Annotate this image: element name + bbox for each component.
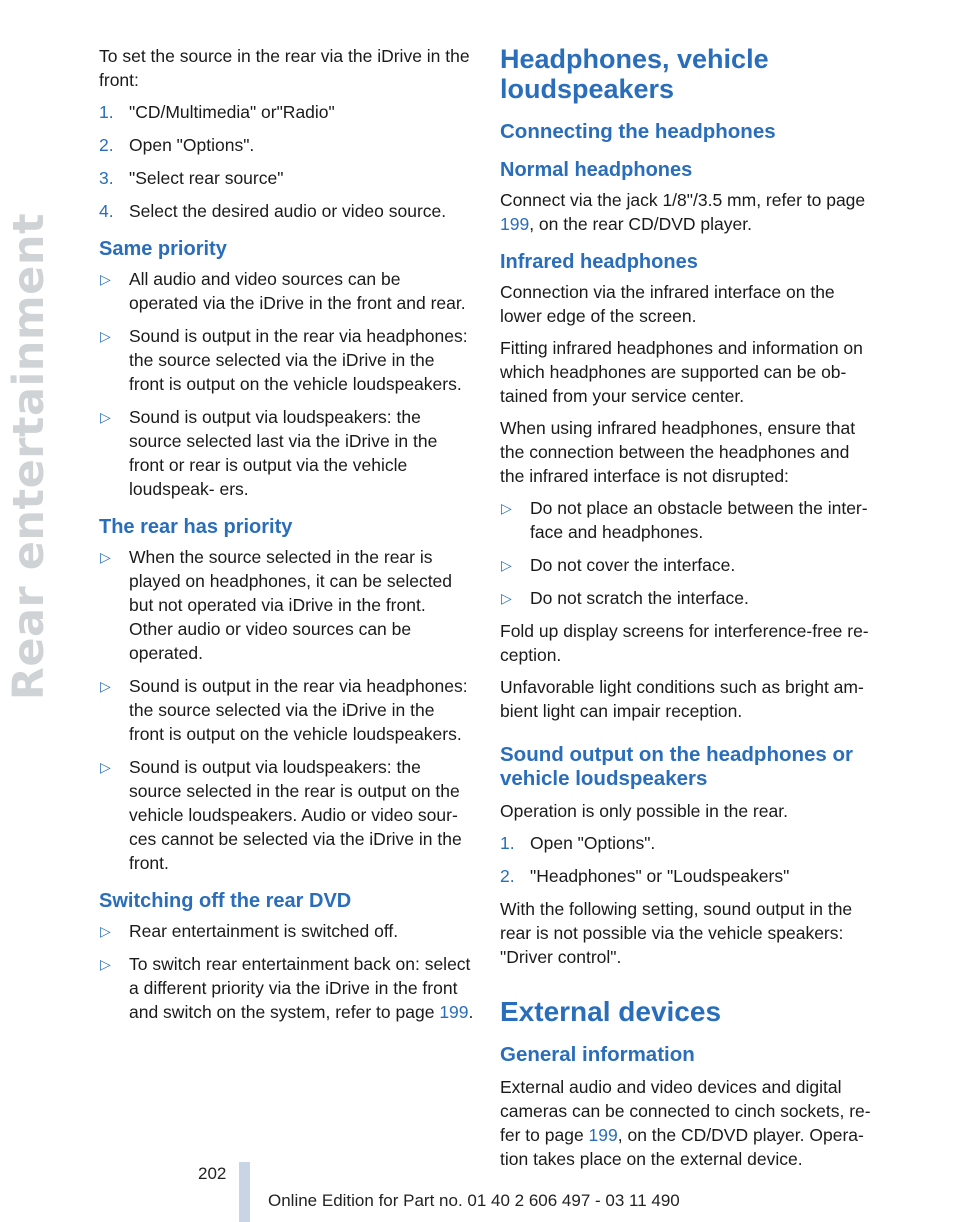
- bullet-triangle-icon: ▷: [100, 678, 111, 694]
- bullet-triangle-icon: ▷: [100, 923, 111, 939]
- bullet-triangle-icon: ▷: [100, 271, 111, 287]
- sound-output-paragraph: With the following setting, sound output in the rear is not possible via the vehicle speakers: "Driver control".: [500, 899, 853, 967]
- edition-footer: Online Edition for Part no. 01 40 2 606 497 - 03 11 490: [268, 1191, 680, 1210]
- same-priority-heading: Same priority: [99, 238, 227, 260]
- switching-off-list: [99, 919, 474, 1024]
- bullet-triangle-icon: ▷: [100, 956, 111, 972]
- list-item: ▷ To switch rear entertainment back on: select a different priority via the iDrive in the front and switch on the system, refer to page 199.: [100, 954, 474, 1022]
- chapter-title-text: Rear entertainment: [4, 212, 54, 700]
- footer-divider-bar: [239, 1162, 250, 1222]
- list-item: 1. "CD/Multimedia" or"Radio": [99, 102, 335, 122]
- list-item: ▷ Rear entertainment is switched off.: [100, 921, 399, 941]
- normal-headphones-text: Connect via the jack 1/8"/3.5 mm, refer to page 199, on the rear CD/DVD player.: [500, 190, 866, 234]
- normal-headphones-heading: Normal headphones: [500, 159, 693, 181]
- step-number: 1.: [99, 102, 114, 122]
- headphones-section-title: Headphones, vehicle loudspeakers: [500, 44, 769, 104]
- list-item: ▷ Sound is output via loudspeakers: the source selected last via the iDrive in the front or rear is output via the vehicle loudspeak‐ ers.: [100, 407, 438, 499]
- step-number: 2.: [99, 135, 114, 155]
- sound-output-steps: [500, 831, 876, 888]
- infrared-list: [500, 496, 876, 610]
- list-item: ▷ Do not scratch the interface.: [501, 588, 749, 608]
- bullet-triangle-icon: ▷: [501, 590, 512, 606]
- list-item: 4. Select the desired audio or video source.: [99, 201, 447, 221]
- step-number: 1.: [500, 833, 515, 853]
- infrared-paragraph: Fold up display screens for interference-free re‐ ception.: [500, 621, 869, 665]
- list-item: 1. Open "Options".: [500, 833, 656, 853]
- step-number: 4.: [99, 201, 114, 221]
- intro-paragraph: To set the source in the rear via the iDrive in the front:: [99, 46, 470, 90]
- sound-output-heading: Sound output on the headphones or vehicle loudspeakers: [500, 743, 854, 790]
- same-priority-list: [99, 267, 474, 501]
- list-item: 3. "Select rear source": [99, 168, 284, 188]
- page-link[interactable]: 199: [500, 214, 530, 234]
- bullet-triangle-icon: ▷: [100, 328, 111, 344]
- list-item: ▷ Do not place an obstacle between the inter‐ face and headphones.: [501, 498, 868, 542]
- infrared-paragraph: Fitting infrared headphones and information on which headphones are supported can be ob‐ tained from your service center.: [500, 338, 863, 406]
- source-steps-list: [99, 100, 474, 223]
- list-item: 2. "Headphones" or "Loudspeakers": [500, 866, 790, 886]
- general-info-heading: General information: [500, 1043, 695, 1066]
- list-item: ▷ Sound is output via loudspeakers: the source selected in the rear is output on the vehicle loudspeakers. Audio or video sour‐ ces cannot be selected via the iDrive in the front.: [100, 757, 462, 873]
- list-item: 2. Open "Options".: [99, 135, 255, 155]
- switching-off-heading: Switching off the rear DVD: [99, 890, 352, 912]
- infrared-paragraph: Unfavorable light conditions such as bright am‐ bient light can impair reception.: [500, 677, 864, 721]
- rear-priority-heading: The rear has priority: [99, 516, 293, 538]
- right-column: [500, 44, 876, 1179]
- infrared-paragraph: When using infrared headphones, ensure that the connection between the headphones and the infrared interface is not disrupted:: [500, 418, 856, 486]
- page-link[interactable]: 199: [588, 1125, 618, 1145]
- chapter-side-title: [0, 40, 60, 700]
- page-number: 202: [198, 1164, 227, 1183]
- bullet-triangle-icon: ▷: [501, 557, 512, 573]
- list-item: ▷ When the source selected in the rear is played on headphones, it can be selected but not operated via iDrive in the front. Other audio or video sources can be operated.: [100, 547, 453, 663]
- external-devices-title: External devices: [500, 996, 722, 1027]
- list-item: ▷ Sound is output in the rear via headphones: the source selected via the iDrive in the front is output on the vehicle loudspeakers.: [100, 676, 468, 744]
- bullet-triangle-icon: ▷: [501, 500, 512, 516]
- step-number: 3.: [99, 168, 114, 188]
- page-link[interactable]: 199: [439, 1002, 469, 1022]
- list-item: ▷ Sound is output in the rear via headphones: the source selected via the iDrive in the front is output on the vehicle loudspeakers.: [100, 326, 468, 394]
- bullet-triangle-icon: ▷: [100, 549, 111, 565]
- general-info-text: External audio and video devices and digital cameras can be connected to cinch sockets, re‐ fer to page 199, on the CD/DVD player. Opera‐ tion takes place on the external device.: [500, 1077, 871, 1169]
- connecting-heading: Connecting the headphones: [500, 120, 776, 143]
- rear-priority-list: [99, 545, 474, 875]
- infrared-headphones-heading: Infrared headphones: [500, 251, 698, 273]
- bullet-triangle-icon: ▷: [100, 409, 111, 425]
- list-item: ▷ Do not cover the interface.: [501, 555, 736, 575]
- list-item: ▷ All audio and video sources can be operated via the iDrive in the front and rear.: [100, 269, 466, 313]
- infrared-paragraph: Connection via the infrared interface on the lower edge of the screen.: [500, 282, 835, 326]
- left-column: [99, 44, 474, 1033]
- step-number: 2.: [500, 866, 515, 886]
- bullet-triangle-icon: ▷: [100, 759, 111, 775]
- sound-output-paragraph: Operation is only possible in the rear.: [500, 801, 788, 821]
